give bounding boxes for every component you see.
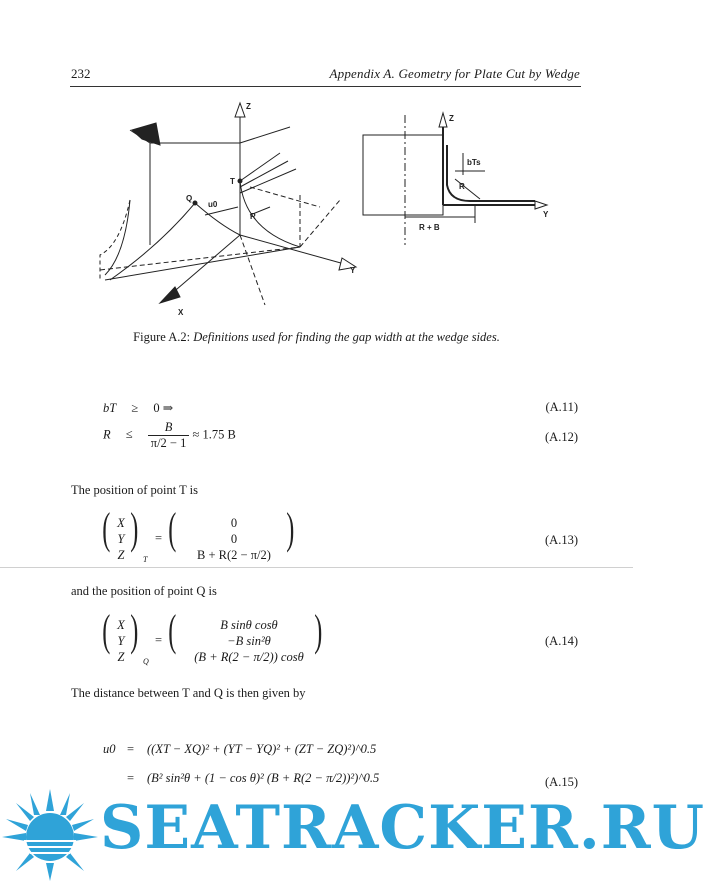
eq14-val-1: −B sin²θ bbox=[227, 634, 271, 648]
eq11-rhs: 0 ⇒ bbox=[153, 401, 174, 415]
label-t: T bbox=[230, 177, 235, 186]
eq15-line1: ((XT − XQ)² + (YT − YQ)² + (ZT − ZQ)²)^0.5 bbox=[147, 742, 377, 756]
equation-number-a14: (A.14) bbox=[545, 634, 578, 648]
paragraph-position-q: and the position of point Q is bbox=[71, 584, 217, 598]
watermark-text: SEATRACKER.RU bbox=[100, 793, 705, 863]
header-rule bbox=[70, 86, 581, 87]
eq12-num: B bbox=[148, 420, 190, 436]
caption-label: Figure A.2: bbox=[133, 330, 191, 344]
label-q: Q bbox=[186, 194, 193, 203]
eq14-val-0: B sinθ cosθ bbox=[220, 618, 278, 632]
caption-text: Definitions used for finding the gap width at the wedge sides. bbox=[193, 330, 500, 344]
label-r-plus-b: R + B bbox=[419, 223, 440, 232]
figure-caption bbox=[0, 330, 633, 345]
eq11-lhs: bT bbox=[103, 401, 117, 415]
eq12-rel: ≤ bbox=[125, 427, 133, 442]
eq14-val-2: (B + R(2 − π/2)) cosθ bbox=[194, 650, 304, 664]
eq14-vec-1: Y bbox=[117, 634, 125, 648]
label-u0: u0 bbox=[208, 200, 218, 209]
eq14-sub: Q bbox=[143, 657, 149, 666]
paragraph-position-t: The position of point T is bbox=[71, 483, 198, 497]
y-axis bbox=[240, 235, 348, 265]
eq15-eq2: = bbox=[127, 771, 135, 785]
label-r-left: R bbox=[250, 212, 256, 221]
plate-block bbox=[363, 135, 443, 215]
label-z-right: Z bbox=[449, 114, 454, 123]
gap-curve bbox=[447, 145, 535, 201]
figure-wedge-3d bbox=[90, 95, 370, 320]
equation-number-a13: (A.13) bbox=[545, 533, 578, 547]
eq15-eq1: = bbox=[127, 742, 135, 756]
equation-a11 bbox=[103, 400, 173, 416]
eq13-val-1: 0 bbox=[230, 532, 238, 546]
wedge-flap bbox=[132, 123, 160, 145]
eq14-vec-0: X bbox=[117, 618, 125, 632]
eq12-lhs: R bbox=[103, 427, 111, 442]
eq15-lhs: u0 bbox=[103, 742, 116, 756]
equation-number-a11: (A.11) bbox=[545, 400, 578, 414]
equation-number-a12: (A.12) bbox=[545, 430, 578, 444]
figure-wedge-section bbox=[355, 105, 555, 245]
eq13-sub: T bbox=[143, 555, 148, 564]
label-bts: bTs bbox=[467, 158, 481, 167]
paragraph-distance: The distance between T and Q is then given by bbox=[71, 686, 306, 700]
equation-a13: ( X Y Z ) T = ( 0 0 B + R(2 − π/2) ) bbox=[102, 504, 295, 564]
label-z-left: Z bbox=[246, 102, 251, 111]
eq11-rel: ≥ bbox=[131, 401, 139, 415]
label-y-left: Y bbox=[350, 266, 356, 275]
eq12-rhs: ≈ 1.75 B bbox=[192, 427, 236, 442]
equation-number-a15: (A.15) bbox=[545, 775, 578, 789]
eq13-vec-2: Z bbox=[117, 548, 125, 562]
eq13-val-2: B + R(2 − π/2) bbox=[197, 548, 271, 562]
eq13-vec-0: X bbox=[117, 516, 125, 530]
label-r-right: R bbox=[459, 182, 465, 191]
eq14-vec-2: Z bbox=[117, 650, 125, 664]
eq15-line2: (B² sin²θ + (1 − cos θ)² (B + R(2 − π/2))²)^0.5 bbox=[147, 771, 380, 785]
page-number: 232 bbox=[71, 66, 91, 81]
equation-a14: ( X Y Z ) Q = ( B sinθ cosθ −B sin²θ (B + R(2 − π/2)) cosθ ) bbox=[102, 606, 323, 666]
eq12-den: π/2 − 1 bbox=[150, 436, 187, 450]
watermark-sun-logo bbox=[0, 785, 100, 881]
label-y-right: Y bbox=[543, 210, 549, 219]
equation-a12 bbox=[103, 420, 236, 451]
eq12-fraction bbox=[148, 420, 190, 451]
x-axis bbox=[170, 235, 240, 295]
running-title: Appendix A. Geometry for Plate Cut by Wedge bbox=[329, 66, 580, 81]
eq13-val-0: 0 bbox=[230, 516, 238, 530]
eq13-vec-1: Y bbox=[117, 532, 125, 546]
page-fold-line bbox=[0, 567, 633, 568]
label-x-left: X bbox=[178, 308, 184, 317]
